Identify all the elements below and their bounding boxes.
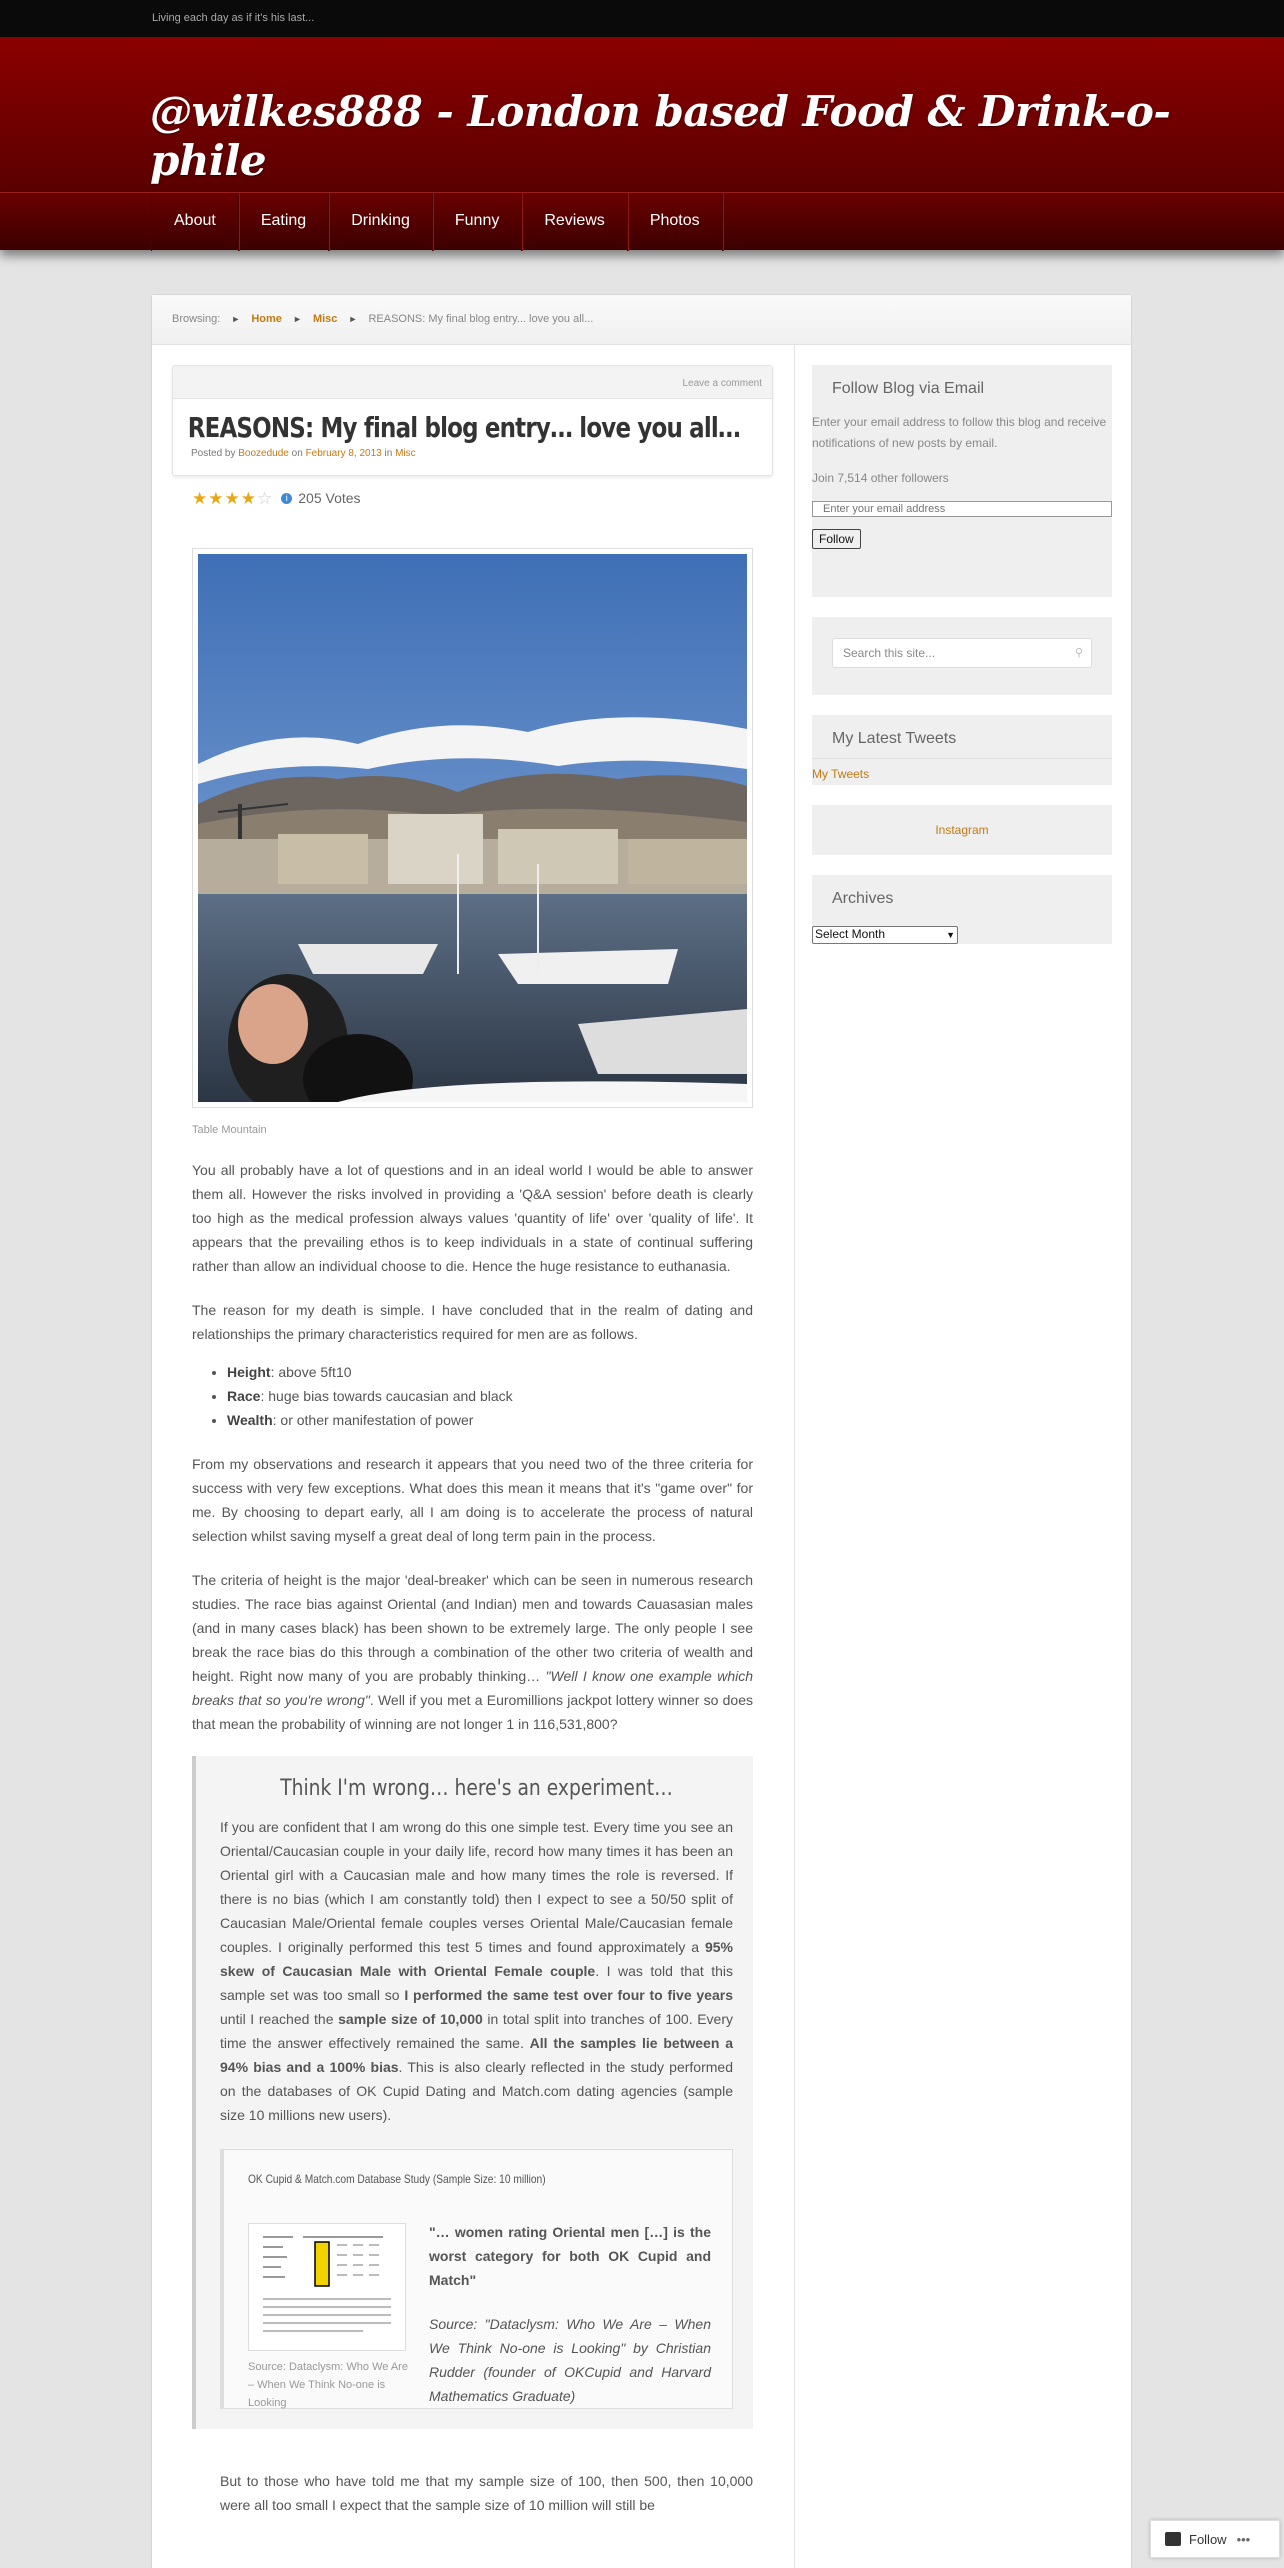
nav-photos[interactable]: Photos: [628, 193, 723, 251]
widget-title: Follow Blog via Email: [832, 380, 985, 397]
star-icon[interactable]: ★: [224, 488, 240, 508]
nav-about[interactable]: About: [152, 193, 239, 251]
more-icon[interactable]: •••: [1236, 2531, 1251, 2547]
post-image[interactable]: [198, 554, 747, 1102]
paragraph: The criteria of height is the major 'deal-breaker' which can be seen in numerous research studies. The race bias against Oriental (and Indian) men and towards Cauasasian males (and in many cases black) has been shown to be extremely large. The only people I see break the race bias do this through a combination of the other two criteria of wealth and height. Right now many of you are probably thinking… "Well I know one example which breaks that so you're wrong". Well if you met a Euromillions jackpot lottery winner so does that mean the probability of winning are not longer 1 in 116,531,800?: [192, 1572, 753, 1732]
info-icon[interactable]: i: [281, 493, 292, 504]
post-title: REASONS: My final blog entry… love you all…: [187, 411, 741, 444]
site-title[interactable]: @wilkes888 - London based Food & Drink-o-phile: [150, 87, 1171, 185]
search-widget: [812, 617, 1112, 695]
instagram-image-link[interactable]: Instagram: [935, 823, 989, 837]
main-nav: [0, 192, 1284, 250]
paragraph: But to those who have told me that my sample size of 100, then 500, then 10,000 were all too small I expect that the sample size of 10 million will still be: [220, 2473, 753, 2513]
nav-reviews[interactable]: Reviews: [522, 193, 627, 251]
post-header: [172, 365, 773, 476]
paragraph: You all probably have a lot of questions and in an ideal world I would be able to answer them all. However the risks involved in providing a 'Q&A session' before death is clearly too high as the medical profession always values 'quantity of life' over 'quality of life'. It appears that the prevailing ethos is to keep individuals in a state of continual suffering rather than allow an individual choose to die. Hence the huge resistance to euthanasia.: [192, 1162, 753, 1274]
experiment-title: Think I'm wrong… here's an experiment…: [280, 1776, 673, 1801]
email-field[interactable]: [812, 501, 1112, 517]
site-header: [0, 37, 1284, 192]
chevron-down-icon: ▼: [946, 930, 955, 940]
breadcrumb-home[interactable]: Home: [251, 313, 282, 325]
study-quote: "… women rating Oriental men […] is the worst category for both OK Cupid and Match" Source: "Dataclysm: Who We Are – When We Think No-one is Looking" by Christian Rudder (founder of OKCupid and Harvard Mathematics Graduate): [429, 2224, 711, 2404]
widget-description: Enter your email address to follow this blog and receive notifications of new posts by email.: [812, 415, 1107, 450]
top-bar: [0, 0, 1284, 37]
follow-button[interactable]: Follow: [812, 529, 861, 549]
archives-widget: [812, 875, 1112, 944]
breadcrumb-category[interactable]: Misc: [312, 313, 338, 325]
paragraph: From my observations and research it appears that you need two of the three criteria for success with very few exceptions. What does this mean it means that it's "game over" for me. By choosing to depart early, all I am doing is to accelerate the process of natural selection whilst saving myself a great deal of long term pain in the process.: [192, 1456, 753, 1544]
instagram-widget: [812, 805, 1112, 855]
study-box: [220, 2149, 733, 2409]
vote-count: 205 Votes: [298, 490, 361, 506]
criteria-list: [227, 1360, 753, 1432]
list-item: • Race: huge bias towards caucasian and black: [227, 1384, 753, 1408]
star-icon[interactable]: ★: [208, 488, 224, 508]
search-placeholder: Search this site...: [843, 646, 936, 660]
chevron-right-icon: ►: [231, 314, 241, 324]
thumbnail-caption: Source: Dataclysm: Who We Are – When We Think No-one is Looking: [248, 2361, 408, 2409]
chevron-right-icon: ►: [348, 314, 358, 324]
paragraph: The reason for my death is simple. I have concluded that in the realm of dating and relationships the primary characteristics required for men are as follows.: [192, 1302, 753, 1342]
post-content: [172, 365, 773, 2517]
meta-label: on: [291, 448, 303, 459]
floating-follow-label[interactable]: Follow: [1189, 2531, 1227, 2547]
star-empty-icon[interactable]: ☆: [257, 488, 273, 508]
breadcrumb-current: REASONS: My final blog entry... love you all...: [368, 313, 594, 325]
chevron-right-icon: ►: [292, 314, 302, 324]
list-item: • Wealth: or other manifestation of power: [227, 1408, 753, 1432]
post-image-frame: [192, 548, 753, 1108]
floating-follow-bar[interactable]: [1150, 2520, 1280, 2558]
paragraph: If you are confident that I am wrong do this one simple test. Every time you see an Oriental/Caucasian couple in your daily life, record how many times it has been an Oriental girl with a Caucasian male and how many times the role is reversed. If there is no bias (which I am constantly told) then I expect to see a 50/50 split of Caucasian Male/Oriental female couples verses Oriental Male/Caucasian female couples. I originally performed this test 5 times and found approximately a 95% skew of Caucasian Male with Oriental Female couple. I was told that this sample set was too small so I performed the same test over four to five years until I reached the sample size of 10,000 in total split into tranches of 100. Every time the answer effectively remained the same. All the samples lie between a 94% bias and a 100% bias. This is also clearly reflected in the study performed on the databases of OK Cupid Dating and Match.com dating agencies (sample size 10 millions new users).: [220, 1819, 734, 2123]
breadcrumb-label: Browsing:: [172, 313, 221, 325]
post-meta: [173, 448, 772, 475]
nav-drinking[interactable]: Drinking: [329, 193, 433, 251]
page-container: [151, 294, 1132, 2568]
widget-title: My Latest Tweets: [812, 715, 1112, 759]
experiment-box: [192, 1756, 753, 2429]
star-rating[interactable]: [192, 488, 753, 508]
nav-eating[interactable]: Eating: [239, 193, 329, 251]
nav-funny[interactable]: Funny: [433, 193, 522, 251]
meta-label: in: [384, 448, 393, 459]
follow-widget: [812, 365, 1112, 597]
widget-title: Archives: [832, 890, 894, 907]
study-title: OK Cupid & Match.com Database Study (Sample Size: 10 million): [248, 2172, 546, 2186]
tweets-link[interactable]: My Tweets: [812, 767, 870, 781]
search-input[interactable]: [832, 638, 1092, 668]
star-icon[interactable]: ★: [240, 488, 256, 508]
leave-comment-link[interactable]: Leave a comment: [682, 378, 762, 389]
divider: [794, 345, 795, 2568]
image-caption: Table Mountain: [192, 1124, 267, 1136]
archives-select[interactable]: Select Month ▼: [812, 926, 958, 944]
sidebar: [812, 365, 1112, 964]
tagline: Living each day as if it's his last...: [152, 12, 315, 24]
tweets-widget: [812, 715, 1112, 785]
meta-label: Posted by: [191, 448, 236, 459]
breadcrumb: [152, 295, 1131, 345]
category-link[interactable]: Misc: [395, 448, 416, 459]
search-icon[interactable]: ⚲: [1074, 647, 1083, 659]
date-link[interactable]: February 8, 2013: [305, 448, 382, 459]
list-item: • Height: above 5ft10: [227, 1360, 753, 1384]
follow-icon: [1165, 2532, 1181, 2546]
author-link[interactable]: Boozedude: [238, 448, 289, 459]
study-thumbnail[interactable]: [248, 2223, 406, 2351]
follower-count: Join 7,514 other followers: [812, 471, 949, 485]
post-body: [192, 1158, 753, 1736]
star-icon[interactable]: ★: [192, 488, 208, 508]
